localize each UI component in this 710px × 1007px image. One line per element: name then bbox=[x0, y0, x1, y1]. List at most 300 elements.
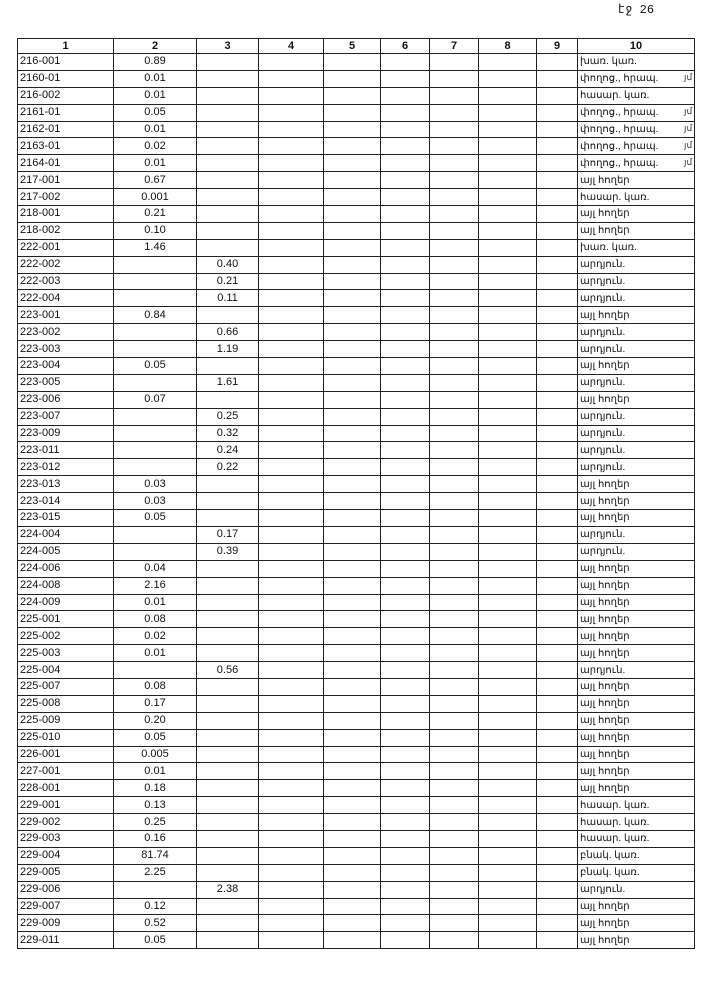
area-cell-col7 bbox=[430, 510, 479, 527]
land-use-cell: այլ հողեր bbox=[578, 510, 695, 527]
area-cell-col7 bbox=[430, 712, 479, 729]
area-cell-col8 bbox=[479, 341, 537, 358]
area-cell-col5 bbox=[324, 206, 381, 223]
parcel-code-cell: 2163-01 bbox=[18, 138, 114, 155]
area-cell-col3 bbox=[197, 915, 259, 932]
side-mark: յմ bbox=[684, 72, 693, 83]
table-row bbox=[18, 138, 695, 155]
area-cell-col9 bbox=[537, 746, 578, 763]
area-cell-col8 bbox=[479, 493, 537, 510]
area-cell-col2: 0.21 bbox=[114, 206, 197, 223]
land-use-cell: արդյուն. bbox=[578, 526, 695, 543]
area-cell-col4 bbox=[259, 239, 324, 256]
area-cell-col3 bbox=[197, 729, 259, 746]
table-row bbox=[18, 391, 695, 408]
area-cell-col4 bbox=[259, 611, 324, 628]
area-cell-col9 bbox=[537, 239, 578, 256]
column-header-4: 4 bbox=[259, 39, 324, 54]
area-cell-col9 bbox=[537, 324, 578, 341]
area-cell-col6 bbox=[381, 712, 430, 729]
land-use-cell: արդյուն. bbox=[578, 324, 695, 341]
area-cell-col5 bbox=[324, 155, 381, 172]
parcel-code-cell: 2164-01 bbox=[18, 155, 114, 172]
area-cell-col7 bbox=[430, 358, 479, 375]
land-use-cell: փողոց., հրապ. bbox=[578, 155, 695, 172]
parcel-code-cell: 223-015 bbox=[18, 510, 114, 527]
area-cell-col8 bbox=[479, 847, 537, 864]
table-row bbox=[18, 273, 695, 290]
area-cell-col6 bbox=[381, 729, 430, 746]
area-cell-col9 bbox=[537, 172, 578, 189]
area-cell-col4 bbox=[259, 324, 324, 341]
area-cell-col6 bbox=[381, 830, 430, 847]
area-cell-col9 bbox=[537, 628, 578, 645]
area-cell-col4 bbox=[259, 70, 324, 87]
area-cell-col2 bbox=[114, 881, 197, 898]
area-cell-col6 bbox=[381, 797, 430, 814]
area-cell-col8 bbox=[479, 864, 537, 881]
table-row bbox=[18, 54, 695, 71]
area-cell-col3 bbox=[197, 746, 259, 763]
area-cell-col5 bbox=[324, 881, 381, 898]
parcel-code-cell: 229-001 bbox=[18, 797, 114, 814]
area-cell-col8 bbox=[479, 256, 537, 273]
area-cell-col9 bbox=[537, 729, 578, 746]
area-cell-col5 bbox=[324, 611, 381, 628]
area-cell-col6 bbox=[381, 560, 430, 577]
area-cell-col7 bbox=[430, 932, 479, 949]
parcel-code-cell: 223-014 bbox=[18, 493, 114, 510]
area-cell-col9 bbox=[537, 104, 578, 121]
area-cell-col2: 0.67 bbox=[114, 172, 197, 189]
parcel-code-cell: 225-009 bbox=[18, 712, 114, 729]
area-cell-col8 bbox=[479, 459, 537, 476]
area-cell-col2: 0.20 bbox=[114, 712, 197, 729]
area-cell-col9 bbox=[537, 425, 578, 442]
parcel-code-cell: 223-004 bbox=[18, 358, 114, 375]
area-cell-col5 bbox=[324, 712, 381, 729]
area-cell-col5 bbox=[324, 746, 381, 763]
area-cell-col2: 0.05 bbox=[114, 729, 197, 746]
land-use-cell: այլ հողեր bbox=[578, 695, 695, 712]
area-cell-col6 bbox=[381, 577, 430, 594]
area-cell-col3: 0.17 bbox=[197, 526, 259, 543]
land-use-cell: արդյուն. bbox=[578, 273, 695, 290]
area-cell-col7 bbox=[430, 493, 479, 510]
area-cell-col3 bbox=[197, 358, 259, 375]
table-row bbox=[18, 898, 695, 915]
area-cell-col3: 2.38 bbox=[197, 881, 259, 898]
area-cell-col3: 0.21 bbox=[197, 273, 259, 290]
land-use-cell: այլ հողեր bbox=[578, 932, 695, 949]
area-cell-col8 bbox=[479, 763, 537, 780]
area-cell-col6 bbox=[381, 358, 430, 375]
area-cell-col7 bbox=[430, 594, 479, 611]
land-use-cell: այլ հողեր bbox=[578, 763, 695, 780]
area-cell-col9 bbox=[537, 155, 578, 172]
area-cell-col8 bbox=[479, 712, 537, 729]
area-cell-col2: 0.18 bbox=[114, 780, 197, 797]
area-cell-col3: 1.19 bbox=[197, 341, 259, 358]
table-row bbox=[18, 290, 695, 307]
land-use-cell: այլ հողեր bbox=[578, 746, 695, 763]
area-cell-col2 bbox=[114, 442, 197, 459]
area-cell-col6 bbox=[381, 662, 430, 679]
area-cell-col6 bbox=[381, 526, 430, 543]
area-cell-col7 bbox=[430, 324, 479, 341]
table-row bbox=[18, 543, 695, 560]
land-use-cell: փողոց., հրապ. bbox=[578, 104, 695, 121]
table-row bbox=[18, 341, 695, 358]
area-cell-col2 bbox=[114, 425, 197, 442]
parcel-code-cell: 223-002 bbox=[18, 324, 114, 341]
column-header-2: 2 bbox=[114, 39, 197, 54]
parcel-code-cell: 225-008 bbox=[18, 695, 114, 712]
area-cell-col5 bbox=[324, 780, 381, 797]
area-cell-col4 bbox=[259, 577, 324, 594]
parcel-code-cell: 217-001 bbox=[18, 172, 114, 189]
area-cell-col7 bbox=[430, 374, 479, 391]
area-cell-col4 bbox=[259, 290, 324, 307]
area-cell-col6 bbox=[381, 493, 430, 510]
area-cell-col4 bbox=[259, 408, 324, 425]
area-cell-col7 bbox=[430, 459, 479, 476]
area-cell-col6 bbox=[381, 189, 430, 206]
area-cell-col5 bbox=[324, 493, 381, 510]
parcel-code-cell: 229-002 bbox=[18, 814, 114, 831]
area-cell-col4 bbox=[259, 222, 324, 239]
area-cell-col2: 0.03 bbox=[114, 493, 197, 510]
area-cell-col6 bbox=[381, 104, 430, 121]
area-cell-col7 bbox=[430, 678, 479, 695]
area-cell-col7 bbox=[430, 476, 479, 493]
table-row bbox=[18, 577, 695, 594]
area-cell-col3 bbox=[197, 763, 259, 780]
area-cell-col9 bbox=[537, 510, 578, 527]
area-cell-col5 bbox=[324, 864, 381, 881]
area-cell-col7 bbox=[430, 54, 479, 71]
area-cell-col9 bbox=[537, 543, 578, 560]
area-cell-col2 bbox=[114, 324, 197, 341]
land-use-cell: այլ հողեր bbox=[578, 780, 695, 797]
area-cell-col5 bbox=[324, 324, 381, 341]
area-cell-col9 bbox=[537, 222, 578, 239]
area-cell-col3 bbox=[197, 104, 259, 121]
land-use-cell: այլ հողեր bbox=[578, 645, 695, 662]
area-cell-col2: 0.05 bbox=[114, 510, 197, 527]
area-cell-col9 bbox=[537, 206, 578, 223]
area-cell-col6 bbox=[381, 155, 430, 172]
land-use-cell: այլ հողեր bbox=[578, 729, 695, 746]
area-cell-col8 bbox=[479, 442, 537, 459]
area-cell-col7 bbox=[430, 729, 479, 746]
land-use-cell: այլ հողեր bbox=[578, 476, 695, 493]
area-cell-col3 bbox=[197, 87, 259, 104]
table-row bbox=[18, 222, 695, 239]
area-cell-col3 bbox=[197, 391, 259, 408]
area-cell-col8 bbox=[479, 222, 537, 239]
area-cell-col5 bbox=[324, 70, 381, 87]
area-cell-col9 bbox=[537, 459, 578, 476]
column-header-9: 9 bbox=[537, 39, 578, 54]
land-use-cell: արդյուն. bbox=[578, 408, 695, 425]
parcel-code-cell: 228-001 bbox=[18, 780, 114, 797]
area-cell-col8 bbox=[479, 172, 537, 189]
area-cell-col5 bbox=[324, 172, 381, 189]
area-cell-col2: 0.89 bbox=[114, 54, 197, 71]
parcel-code-cell: 222-003 bbox=[18, 273, 114, 290]
area-cell-col8 bbox=[479, 560, 537, 577]
area-cell-col7 bbox=[430, 847, 479, 864]
area-cell-col2: 0.52 bbox=[114, 915, 197, 932]
table-row bbox=[18, 155, 695, 172]
area-cell-col7 bbox=[430, 273, 479, 290]
land-use-cell: հասար. կառ. bbox=[578, 797, 695, 814]
table-body bbox=[18, 54, 695, 949]
area-cell-col6 bbox=[381, 864, 430, 881]
area-cell-col4 bbox=[259, 678, 324, 695]
area-cell-col4 bbox=[259, 881, 324, 898]
area-cell-col8 bbox=[479, 358, 537, 375]
area-cell-col5 bbox=[324, 87, 381, 104]
area-cell-col7 bbox=[430, 307, 479, 324]
table-row bbox=[18, 121, 695, 138]
area-cell-col8 bbox=[479, 932, 537, 949]
area-cell-col8 bbox=[479, 104, 537, 121]
parcel-code-cell: 2162-01 bbox=[18, 121, 114, 138]
area-cell-col2: 0.17 bbox=[114, 695, 197, 712]
area-cell-col7 bbox=[430, 915, 479, 932]
table-row bbox=[18, 864, 695, 881]
parcel-code-cell: 229-009 bbox=[18, 915, 114, 932]
parcel-code-cell: 223-006 bbox=[18, 391, 114, 408]
area-cell-col3 bbox=[197, 847, 259, 864]
area-cell-col5 bbox=[324, 543, 381, 560]
area-cell-col3 bbox=[197, 172, 259, 189]
area-cell-col9 bbox=[537, 87, 578, 104]
land-use-cell: այլ հողեր bbox=[578, 358, 695, 375]
area-cell-col9 bbox=[537, 712, 578, 729]
parcel-code-cell: 223-003 bbox=[18, 341, 114, 358]
area-cell-col4 bbox=[259, 189, 324, 206]
area-cell-col4 bbox=[259, 138, 324, 155]
area-cell-col5 bbox=[324, 932, 381, 949]
table-row bbox=[18, 172, 695, 189]
area-cell-col6 bbox=[381, 391, 430, 408]
area-cell-col7 bbox=[430, 87, 479, 104]
area-cell-col5 bbox=[324, 239, 381, 256]
area-cell-col6 bbox=[381, 425, 430, 442]
table-row bbox=[18, 729, 695, 746]
parcel-code-cell: 225-002 bbox=[18, 628, 114, 645]
area-cell-col5 bbox=[324, 476, 381, 493]
area-cell-col5 bbox=[324, 358, 381, 375]
parcel-code-cell: 224-006 bbox=[18, 560, 114, 577]
area-cell-col6 bbox=[381, 324, 430, 341]
land-use-cell: հասար. կառ. bbox=[578, 189, 695, 206]
area-cell-col3: 0.11 bbox=[197, 290, 259, 307]
area-cell-col8 bbox=[479, 206, 537, 223]
land-use-cell: այլ հողեր bbox=[578, 172, 695, 189]
area-cell-col5 bbox=[324, 662, 381, 679]
column-header-6: 6 bbox=[381, 39, 430, 54]
area-cell-col6 bbox=[381, 273, 430, 290]
area-cell-col4 bbox=[259, 358, 324, 375]
table-row bbox=[18, 206, 695, 223]
area-cell-col5 bbox=[324, 678, 381, 695]
area-cell-col8 bbox=[479, 324, 537, 341]
area-cell-col4 bbox=[259, 54, 324, 71]
area-cell-col6 bbox=[381, 70, 430, 87]
area-cell-col9 bbox=[537, 864, 578, 881]
land-use-cell: արդյուն. bbox=[578, 374, 695, 391]
area-cell-col7 bbox=[430, 172, 479, 189]
side-mark: յմ bbox=[684, 106, 693, 117]
land-use-cell: փողոց., հրապ. bbox=[578, 138, 695, 155]
parcel-code-cell: 223-007 bbox=[18, 408, 114, 425]
area-cell-col6 bbox=[381, 881, 430, 898]
area-cell-col8 bbox=[479, 425, 537, 442]
area-cell-col7 bbox=[430, 695, 479, 712]
area-cell-col5 bbox=[324, 222, 381, 239]
parcel-code-cell: 223-009 bbox=[18, 425, 114, 442]
area-cell-col5 bbox=[324, 628, 381, 645]
area-cell-col2: 0.08 bbox=[114, 611, 197, 628]
area-cell-col5 bbox=[324, 830, 381, 847]
parcel-code-cell: 226-001 bbox=[18, 746, 114, 763]
area-cell-col2: 0.05 bbox=[114, 358, 197, 375]
parcel-code-cell: 222-002 bbox=[18, 256, 114, 273]
area-cell-col4 bbox=[259, 763, 324, 780]
area-cell-col4 bbox=[259, 847, 324, 864]
area-cell-col7 bbox=[430, 138, 479, 155]
area-cell-col9 bbox=[537, 476, 578, 493]
area-cell-col2 bbox=[114, 290, 197, 307]
area-cell-col2: 0.04 bbox=[114, 560, 197, 577]
area-cell-col5 bbox=[324, 459, 381, 476]
area-cell-col5 bbox=[324, 408, 381, 425]
parcel-code-cell: 225-010 bbox=[18, 729, 114, 746]
area-cell-col7 bbox=[430, 814, 479, 831]
table-row bbox=[18, 662, 695, 679]
parcel-code-cell: 225-001 bbox=[18, 611, 114, 628]
area-cell-col5 bbox=[324, 104, 381, 121]
parcel-code-cell: 229-005 bbox=[18, 864, 114, 881]
area-cell-col6 bbox=[381, 763, 430, 780]
area-cell-col2 bbox=[114, 341, 197, 358]
land-use-cell: այլ հողեր bbox=[578, 712, 695, 729]
area-cell-col5 bbox=[324, 577, 381, 594]
area-cell-col5 bbox=[324, 189, 381, 206]
area-cell-col7 bbox=[430, 611, 479, 628]
area-cell-col8 bbox=[479, 645, 537, 662]
area-cell-col4 bbox=[259, 814, 324, 831]
area-cell-col8 bbox=[479, 476, 537, 493]
area-cell-col8 bbox=[479, 746, 537, 763]
area-cell-col3 bbox=[197, 594, 259, 611]
area-cell-col4 bbox=[259, 510, 324, 527]
land-use-cell: այլ հողեր bbox=[578, 898, 695, 915]
area-cell-col6 bbox=[381, 222, 430, 239]
area-cell-col8 bbox=[479, 121, 537, 138]
area-cell-col4 bbox=[259, 172, 324, 189]
area-cell-col2 bbox=[114, 256, 197, 273]
area-cell-col2: 0.25 bbox=[114, 814, 197, 831]
area-cell-col4 bbox=[259, 442, 324, 459]
table-row bbox=[18, 746, 695, 763]
land-use-cell: այլ հողեր bbox=[578, 222, 695, 239]
area-cell-col3: 0.56 bbox=[197, 662, 259, 679]
area-cell-col3: 0.32 bbox=[197, 425, 259, 442]
parcel-code-cell: 229-004 bbox=[18, 847, 114, 864]
area-cell-col3 bbox=[197, 307, 259, 324]
area-cell-col3 bbox=[197, 189, 259, 206]
area-cell-col7 bbox=[430, 628, 479, 645]
table-row bbox=[18, 763, 695, 780]
area-cell-col2: 0.005 bbox=[114, 746, 197, 763]
area-cell-col8 bbox=[479, 780, 537, 797]
table-row bbox=[18, 915, 695, 932]
table-row bbox=[18, 780, 695, 797]
area-cell-col9 bbox=[537, 189, 578, 206]
area-cell-col4 bbox=[259, 594, 324, 611]
area-cell-col3 bbox=[197, 864, 259, 881]
area-cell-col8 bbox=[479, 729, 537, 746]
land-use-cell: արդյուն. bbox=[578, 442, 695, 459]
area-cell-col6 bbox=[381, 814, 430, 831]
area-cell-col4 bbox=[259, 493, 324, 510]
area-cell-col6 bbox=[381, 172, 430, 189]
table-row bbox=[18, 256, 695, 273]
area-cell-col3 bbox=[197, 54, 259, 71]
land-use-cell: բնակ. կառ. bbox=[578, 847, 695, 864]
land-use-cell: այլ հողեր bbox=[578, 915, 695, 932]
parcel-code-cell: 229-007 bbox=[18, 898, 114, 915]
area-cell-col6 bbox=[381, 256, 430, 273]
table-row bbox=[18, 239, 695, 256]
area-cell-col5 bbox=[324, 54, 381, 71]
area-cell-col6 bbox=[381, 780, 430, 797]
parcel-code-cell: 224-008 bbox=[18, 577, 114, 594]
area-cell-col2 bbox=[114, 408, 197, 425]
table-row bbox=[18, 830, 695, 847]
table-row bbox=[18, 307, 695, 324]
area-cell-col7 bbox=[430, 560, 479, 577]
area-cell-col5 bbox=[324, 847, 381, 864]
area-cell-col8 bbox=[479, 915, 537, 932]
parcel-code-cell: 224-005 bbox=[18, 543, 114, 560]
area-cell-col4 bbox=[259, 628, 324, 645]
area-cell-col2: 0.01 bbox=[114, 594, 197, 611]
area-cell-col6 bbox=[381, 645, 430, 662]
area-cell-col3 bbox=[197, 70, 259, 87]
area-cell-col2: 0.84 bbox=[114, 307, 197, 324]
area-cell-col8 bbox=[479, 611, 537, 628]
area-cell-col3 bbox=[197, 628, 259, 645]
area-cell-col6 bbox=[381, 628, 430, 645]
area-cell-col2: 0.08 bbox=[114, 678, 197, 695]
land-use-cell: այլ հողեր bbox=[578, 611, 695, 628]
area-cell-col5 bbox=[324, 560, 381, 577]
area-cell-col7 bbox=[430, 746, 479, 763]
area-cell-col7 bbox=[430, 442, 479, 459]
area-cell-col3 bbox=[197, 898, 259, 915]
area-cell-col4 bbox=[259, 864, 324, 881]
column-header-8: 8 bbox=[479, 39, 537, 54]
area-cell-col7 bbox=[430, 864, 479, 881]
area-cell-col2: 0.05 bbox=[114, 932, 197, 949]
area-cell-col7 bbox=[430, 763, 479, 780]
